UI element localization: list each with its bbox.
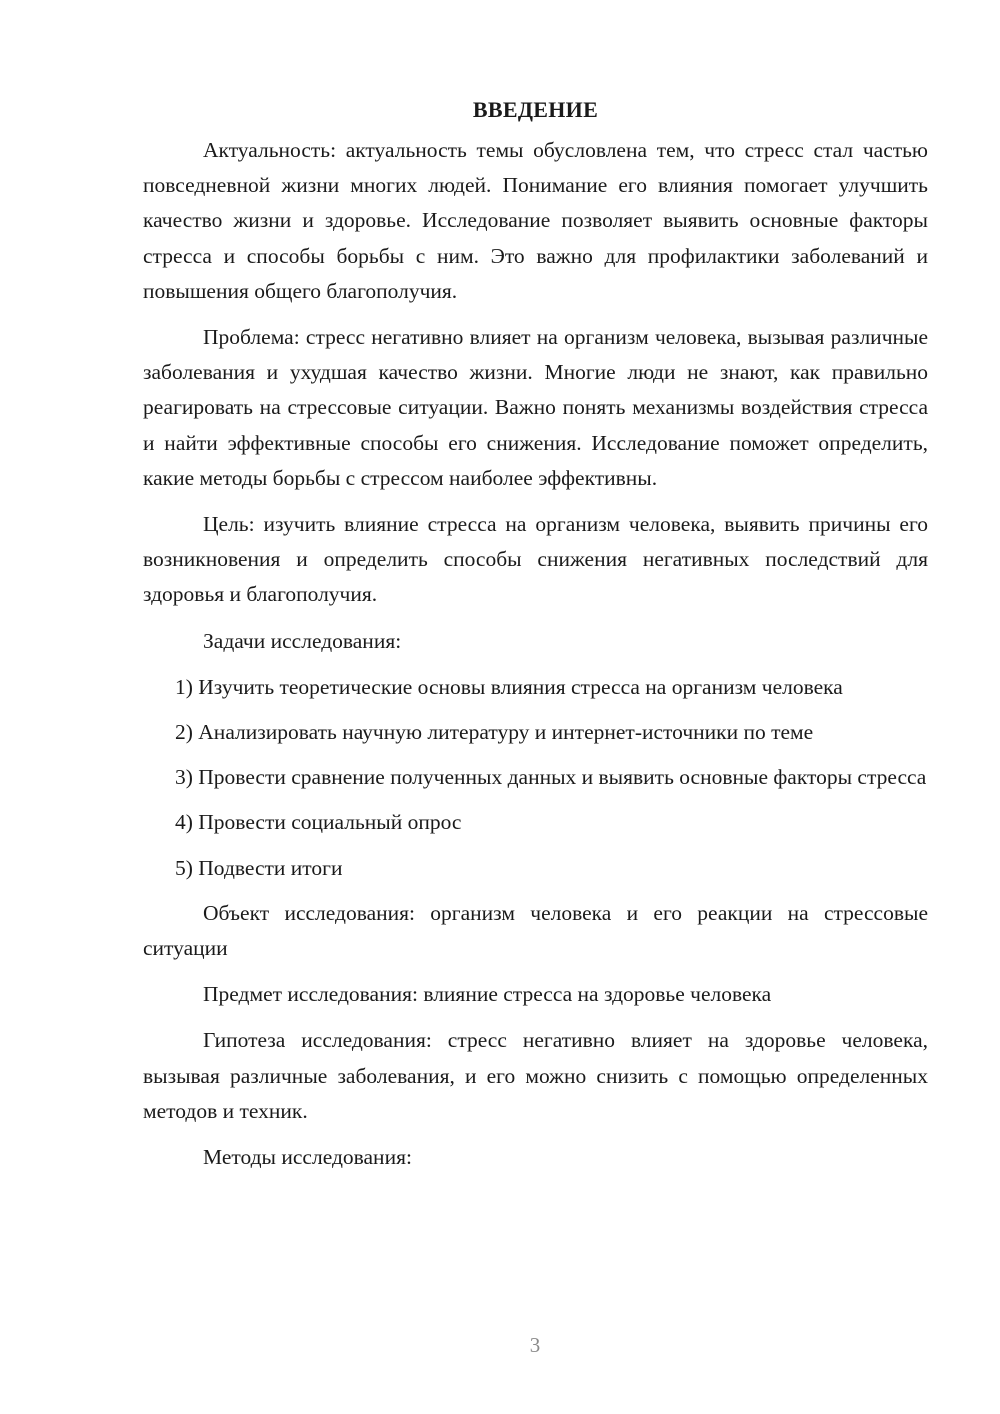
subject-paragraph: Предмет исследования: влияние стресса на здоровье человека [203, 982, 772, 1007]
goal-paragraph: Цель: изучить влияние стресса на организм человека, выявить причины его возникновения и определить способы снижения негативных последствий для здоровья и благополучия. [143, 512, 928, 607]
methods-heading: Методы исследования: [203, 1145, 412, 1170]
relevance-paragraph: Актуальность: актуальность темы обусловлена тем, что стресс стал частью повседневной жизни многих людей. Понимание его влияния помогает улучшить качество жизни и здоровье. Исследование позволяет выявить основные факторы стресса и способы борьбы с ним. Это важно для профилактики заболеваний и повышения общего благополучия. [143, 138, 928, 303]
task-item-2: 2) Анализировать научную литературу и интернет-источники по теме [175, 720, 814, 745]
task-item-4: 4) Провести социальный опрос [175, 810, 462, 835]
task-item-1: 1) Изучить теоретические основы влияния стресса на организм человека [175, 674, 843, 699]
hypothesis-paragraph: Гипотеза исследования: стресс негативно влияет на здоровье человека, вызывая различные заболевания, и его можно снизить с помощью определенных методов и техник. [143, 1028, 928, 1123]
task-item-3: 3) Провести сравнение полученных данных и выявить основные факторы стресса [175, 765, 927, 790]
section-heading: ВВЕДЕНИЕ [472, 97, 599, 122]
task-item-5: 5) Подвести итоги [175, 855, 343, 880]
problem-paragraph: Проблема: стресс негативно влияет на организм человека, вызывая различные заболевания и ухудшая качество жизни. Многие люди не знают, как правильно реагировать на стрессовые ситуации. Важно понять механизмы воздействия стресса и найти эффективные способы его снижения. Исследование поможет определить, какие методы борьбы с стрессом наиболее эффективны. [143, 325, 928, 490]
tasks-heading: Задачи исследования: [203, 628, 402, 653]
page-number: 3 [529, 1333, 541, 1357]
object-paragraph: Объект исследования: организм человека и его реакции на стрессовые ситуации [143, 900, 928, 961]
document-page [143, 93, 928, 1186]
